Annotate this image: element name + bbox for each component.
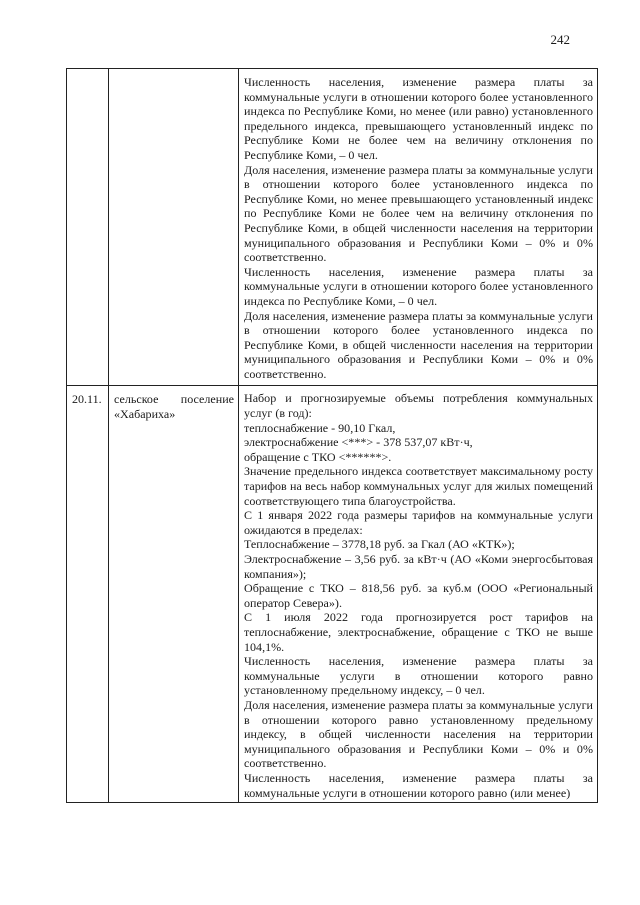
table-row xyxy=(67,69,598,386)
row-content-cell xyxy=(239,386,598,803)
paragraph: Численность населения, изменение размера платы за коммунальные услуги в отношении которого равно (или менее) xyxy=(244,770,593,800)
paragraph: Теплоснабжение – 3778,18 руб. за Гкал (АО «КТК»); xyxy=(244,537,515,552)
paragraph: Набор и прогнозируемые объемы потребления коммунальных услуг (в год): xyxy=(244,391,593,421)
paragraph: Численность населения, изменение размера платы за коммунальные услуги в отношении которого более установленного индекса по Республике Коми, но менее (или равно) установленного предельного индекса, превышающего установленный индекс по Республике Коми не более чем на величину отклонения по Республике Коми, – 0 чел. xyxy=(244,75,593,162)
paragraph: Численность населения, изменение размера платы за коммунальные услуги в отношении которого равно установленному предельному индексу, – 0 чел. xyxy=(244,654,593,698)
paragraph: Значение предельного индекса соответствует максимальному росту тарифов на весь набор коммунальных услуг для жилых помещений соответствующего типа благоустройства. xyxy=(244,464,593,508)
paragraph: Доля населения, изменение размера платы за коммунальные услуги в отношении которого равно установленному предельному индексу, в общей численности населения на территории муниципального образования и Республики Коми – 0% и 0% соответственно. xyxy=(244,697,593,771)
paragraph: Обращение с ТКО – 818,56 руб. за куб.м (ООО «Региональный оператор Севера»). xyxy=(244,581,593,610)
paragraph: обращение с ТКО <******>. xyxy=(244,449,392,464)
settlement-name-cell: сельское поселение «Хабариха» xyxy=(109,386,239,803)
paragraph: С 1 января 2022 года размеры тарифов на коммунальные услуги ожидаются в пределах: xyxy=(244,508,593,537)
paragraph: Доля населения, изменение размера платы за коммунальные услуги в отношении которого более установленного индекса по Республике Коми, в общей численности населения на территории муниципального образования и Республики Коми – 0% и 0% соответственно. xyxy=(244,308,593,381)
table-row xyxy=(67,386,598,803)
row-name-cell xyxy=(109,69,239,386)
paragraph: Электроснабжение – 3,56 руб. за кВт·ч (АО «Коми энергосбытовая компания»); xyxy=(244,552,593,581)
row-number-cell: 20.11. xyxy=(67,386,109,803)
row-content-cell xyxy=(239,69,598,386)
data-table xyxy=(66,68,598,803)
paragraph: Численность населения, изменение размера платы за коммунальные услуги в отношении которого более установленного индекса по Республике Коми, – 0 чел. xyxy=(244,264,593,308)
paragraph: теплоснабжение - 90,10 Гкал, xyxy=(244,420,396,435)
page-number: 242 xyxy=(550,32,570,47)
paragraph: Доля населения, изменение размера платы за коммунальные услуги в отношении которого более установленного индекса по Республике Коми, но менее превышающего установленный индекс по Республике Коми не более чем на величину отклонения по Республике Коми, в общей численности населения на территории муниципального образования и Республики Коми – 0% и 0% соответственно. xyxy=(244,162,593,265)
paragraph: С 1 июля 2022 года прогнозируется рост тарифов на теплоснабжение, электроснабжение, обращение с ТКО не выше 104,1%. xyxy=(244,610,593,654)
paragraph: электроснабжение <***> - 378 537,07 кВт·ч, xyxy=(244,435,473,450)
row-number-cell xyxy=(67,69,109,386)
